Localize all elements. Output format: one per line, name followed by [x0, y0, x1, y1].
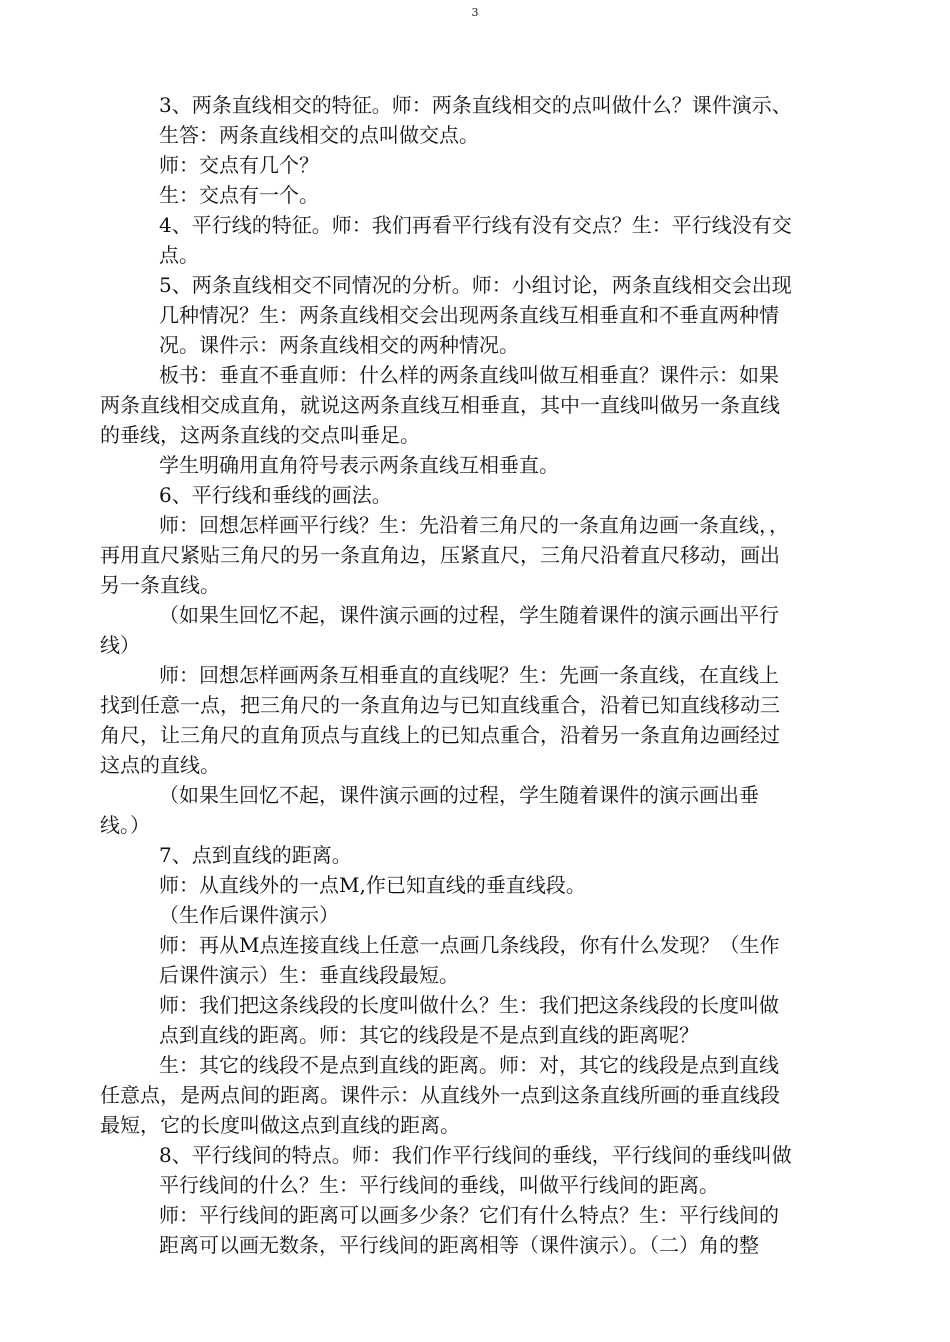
text-line: 距离可以画无数条，平行线间的距离相等（课件演示）。（二）角的整 [159, 1233, 759, 1257]
text-line: （如果生回忆不起，课件演示画的过程，学生随着课件的演示画出垂 [159, 783, 759, 807]
text-line: 点到直线的距离。师：其它的线段是不是点到直线的距离呢？ [159, 1023, 699, 1047]
text-line: 7、点到直线的距离。 [159, 843, 352, 867]
text-line: 师：回想怎样画平行线？生：先沿着三角尺的一条直角边画一条直线，， [159, 513, 789, 537]
text-line: 这点的直线。 [100, 753, 220, 777]
text-line: 生：交点有一个。 [159, 183, 319, 207]
text-line: 况。课件示：两条直线相交的两种情况。 [159, 333, 519, 357]
text-line: 师：回想怎样画两条互相垂直的直线呢？生：先画一条直线，在直线上 [159, 663, 779, 687]
text-line: 找到任意一点，把三角尺的一条直角边与已知直线重合，沿着已知直线移动三 [100, 693, 780, 717]
text-line: （如果生回忆不起，课件演示画的过程，学生随着课件的演示画出平行 [159, 603, 779, 627]
text-line: 6、平行线和垂线的画法。 [159, 483, 392, 507]
text-line: 几种情况？生：两条直线相交会出现两条直线互相垂直和不垂直两种情 [159, 303, 779, 327]
text-line: 4、平行线的特征。师：我们再看平行线有没有交点？生：平行线没有交 [159, 213, 792, 237]
text-line: 3、两条直线相交的特征。师：两条直线相交的点叫做什么？课件演示、 [159, 93, 792, 117]
text-line: 生：其它的线段不是点到直线的距离。师：对，其它的线段是点到直线 [159, 1053, 779, 1077]
text-line: 另一条直线。 [100, 573, 220, 597]
text-line: 师：我们把这条线段的长度叫做什么？生：我们把这条线段的长度叫做 [159, 993, 779, 1017]
text-line: 线。） [100, 813, 150, 837]
text-line: 再用直尺紧贴三角尺的另一条直角边，压紧直尺，三角尺沿着直尺移动，画出 [100, 543, 780, 567]
text-line: 8、平行线间的特点。师：我们作平行线间的垂线，平行线间的垂线叫做 [159, 1143, 792, 1167]
text-line: 最短，它的长度叫做这点到直线的距离。 [100, 1113, 460, 1137]
text-line: 生答：两条直线相交的点叫做交点。 [159, 123, 479, 147]
text-line: 5、两条直线相交不同情况的分析。师：小组讨论，两条直线相交会出现 [159, 273, 792, 297]
text-line: 的垂线，这两条直线的交点叫垂足。 [100, 423, 420, 447]
text-line: （生作后课件演示） [159, 903, 339, 927]
text-line: 两条直线相交成直角，就说这两条直线互相垂直，其中一直线叫做另一条直线 [100, 393, 780, 417]
text-line: 师：平行线间的距离可以画多少条？它们有什么特点？生：平行线间的 [159, 1203, 779, 1227]
text-line: 板书：垂直不垂直师：什么样的两条直线叫做互相垂直？课件示：如果 [159, 363, 779, 387]
text-line: 点。 [159, 243, 199, 267]
text-line: 师：交点有几个？ [159, 153, 319, 177]
text-line: 任意点，是两点间的距离。课件示：从直线外一点到这条直线所画的垂直线段 [100, 1083, 780, 1107]
text-line: 师：再从M点连接直线上任意一点画几条线段，你有什么发现？（生作 [159, 933, 780, 957]
page-number: 3 [471, 6, 479, 19]
text-line: 学生明确用直角符号表示两条直线互相垂直。 [159, 453, 559, 477]
text-line: 角尺，让三角尺的直角顶点与直线上的已知点重合，沿着另一条直角边画经过 [100, 723, 780, 747]
text-line: 线） [100, 633, 140, 657]
text-line: 后课件演示）生：垂直线段最短。 [159, 963, 459, 987]
text-line: 平行线间的什么？生：平行线间的垂线，叫做平行线间的距离。 [159, 1173, 719, 1197]
text-line: 师：从直线外的一点M,作已知直线的垂直线段。 [159, 873, 586, 897]
